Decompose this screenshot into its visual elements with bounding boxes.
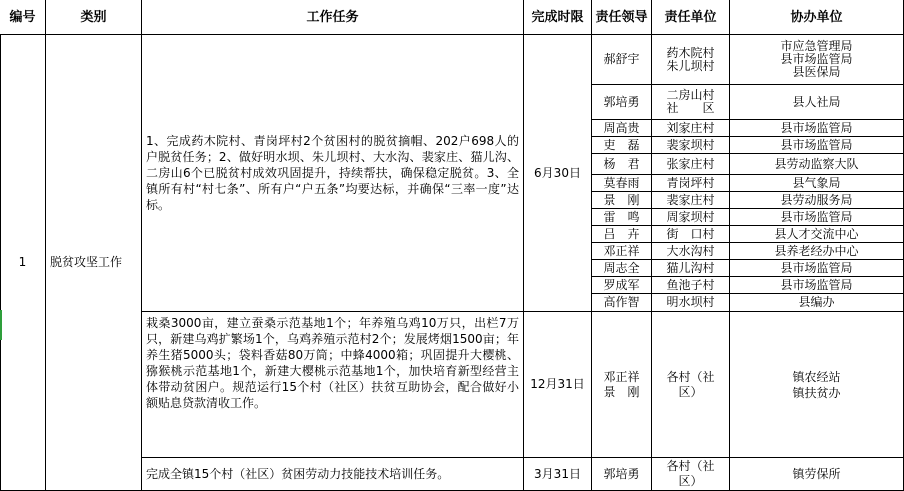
block1-row-assist[interactable]: 县市场监管局 xyxy=(730,120,904,137)
block1-row-unit[interactable]: 刘家庄村 xyxy=(652,120,730,137)
block1-row-assist[interactable]: 县人才交流中心 xyxy=(730,226,904,243)
block1-row-unit[interactable]: 周家坝村 xyxy=(652,209,730,226)
block1-row-unit[interactable]: 大水沟村 xyxy=(652,243,730,260)
block3-assist[interactable]: 镇劳保所 xyxy=(730,458,904,491)
block1-row-assist[interactable]: 县市场监管局 xyxy=(730,277,904,294)
block1-row-assist[interactable]: 县劳动监察大队 xyxy=(730,154,904,175)
header-leader[interactable]: 责任领导 xyxy=(592,0,652,35)
block1-row-leader[interactable]: 罗成军 xyxy=(592,277,652,294)
block1-row-leader[interactable]: 景 刚 xyxy=(592,192,652,209)
block1-row-unit[interactable]: 张家庄村 xyxy=(652,154,730,175)
block1-row-assist[interactable]: 县人社局 xyxy=(730,85,904,120)
block1-row-unit[interactable]: 裴家庄村 xyxy=(652,192,730,209)
block1-task[interactable]: 1、完成药木院村、青岗坪村2个贫困村的脱贫摘帽、202户698人的户脱贫任务；2、做好明水坝、朱儿坝村、大水沟、裴家庄、猫儿沟、二房山6个已脱贫村成效巩固提升，持续帮扶，确保稳定脱贫。3、全镇所有村“村七条”、所有户“户五条”均要达标，并确保“三率一度”达标。 xyxy=(142,35,524,312)
block1-row-unit[interactable]: 裴家坝村 xyxy=(652,137,730,154)
block1-row-leader[interactable]: 雷 鸣 xyxy=(592,209,652,226)
block3-deadline[interactable]: 3月31日 xyxy=(524,458,592,491)
block1-deadline[interactable]: 6月30日 xyxy=(524,35,592,312)
block1-row-assist[interactable]: 县气象局 xyxy=(730,175,904,192)
block1-row-unit[interactable]: 鱼池子村 xyxy=(652,277,730,294)
block1-row-leader[interactable]: 郝舒宇 xyxy=(592,35,652,85)
block3-unit[interactable]: 各村（社 区） xyxy=(652,458,730,491)
block1-row-leader[interactable]: 周志全 xyxy=(592,260,652,277)
block2-assist[interactable]: 镇农经站 镇扶贫办 xyxy=(730,312,904,458)
block3-task[interactable]: 完成全镇15个村（社区）贫困劳动力技能技术培训任务。 xyxy=(142,458,524,491)
block1-row-leader[interactable]: 郭培勇 xyxy=(592,85,652,120)
block1-row-unit[interactable]: 猫儿沟村 xyxy=(652,260,730,277)
header-no[interactable]: 编号 xyxy=(0,0,46,35)
block1-row-assist[interactable]: 县市场监管局 xyxy=(730,260,904,277)
block1-row-leader[interactable]: 莫春雨 xyxy=(592,175,652,192)
header-assist[interactable]: 协办单位 xyxy=(730,0,904,35)
header-deadline[interactable]: 完成时限 xyxy=(524,0,592,35)
block1-row-unit[interactable]: 药木院村 朱儿坝村 xyxy=(652,35,730,85)
block1-row-assist[interactable]: 县编办 xyxy=(730,294,904,312)
block2-unit[interactable]: 各村（社 区） xyxy=(652,312,730,458)
row-indicator-mark xyxy=(0,310,2,340)
block1-row-leader[interactable]: 周高贵 xyxy=(592,120,652,137)
block1-row-leader[interactable]: 吕 卉 xyxy=(592,226,652,243)
header-task[interactable]: 工作任务 xyxy=(142,0,524,35)
group-category[interactable]: 脱贫攻坚工作 xyxy=(46,35,142,491)
block1-row-assist[interactable]: 县劳动服务局 xyxy=(730,192,904,209)
block1-row-assist[interactable]: 县市场监管局 xyxy=(730,209,904,226)
block1-row-leader[interactable]: 吏 磊 xyxy=(592,137,652,154)
block2-task[interactable]: 栽桑3000亩，建立蚕桑示范基地1个；年养殖乌鸡10万只，出栏7万只，新建乌鸡扩繁场1个，乌鸡养殖示范村2个；发展烤烟1500亩；年养生猪5000头；袋料香菇80万筒；中蜂4000箱；巩固提升大樱桃、猕猴桃示范基地1个，新建大樱桃示范基地1个，加快培育新型经营主体带动贫困户。规范运行15个村（社区）扶贫互助协会，配合做好小额贴息贷款清收工作。 xyxy=(142,312,524,458)
block1-row-assist[interactable]: 县市场监管局 xyxy=(730,137,904,154)
block1-row-unit[interactable]: 二房山村 社 区 xyxy=(652,85,730,120)
block1-row-assist[interactable]: 县养老经办中心 xyxy=(730,243,904,260)
block2-deadline[interactable]: 12月31日 xyxy=(524,312,592,458)
group-no[interactable]: 1 xyxy=(0,35,46,491)
block2-leader[interactable]: 邓正祥 景 刚 xyxy=(592,312,652,458)
header-unit[interactable]: 责任单位 xyxy=(652,0,730,35)
block1-row-leader[interactable]: 高作智 xyxy=(592,294,652,312)
block3-leader[interactable]: 郭培勇 xyxy=(592,458,652,491)
header-category[interactable]: 类别 xyxy=(46,0,142,35)
block1-row-leader[interactable]: 邓正祥 xyxy=(592,243,652,260)
block1-row-unit[interactable]: 青岗坪村 xyxy=(652,175,730,192)
block1-row-assist[interactable]: 市应急管理局 县市场监管局 县医保局 xyxy=(730,35,904,85)
block1-row-unit[interactable]: 街 口村 xyxy=(652,226,730,243)
block1-row-leader[interactable]: 杨 君 xyxy=(592,154,652,175)
block1-row-unit[interactable]: 明水坝村 xyxy=(652,294,730,312)
